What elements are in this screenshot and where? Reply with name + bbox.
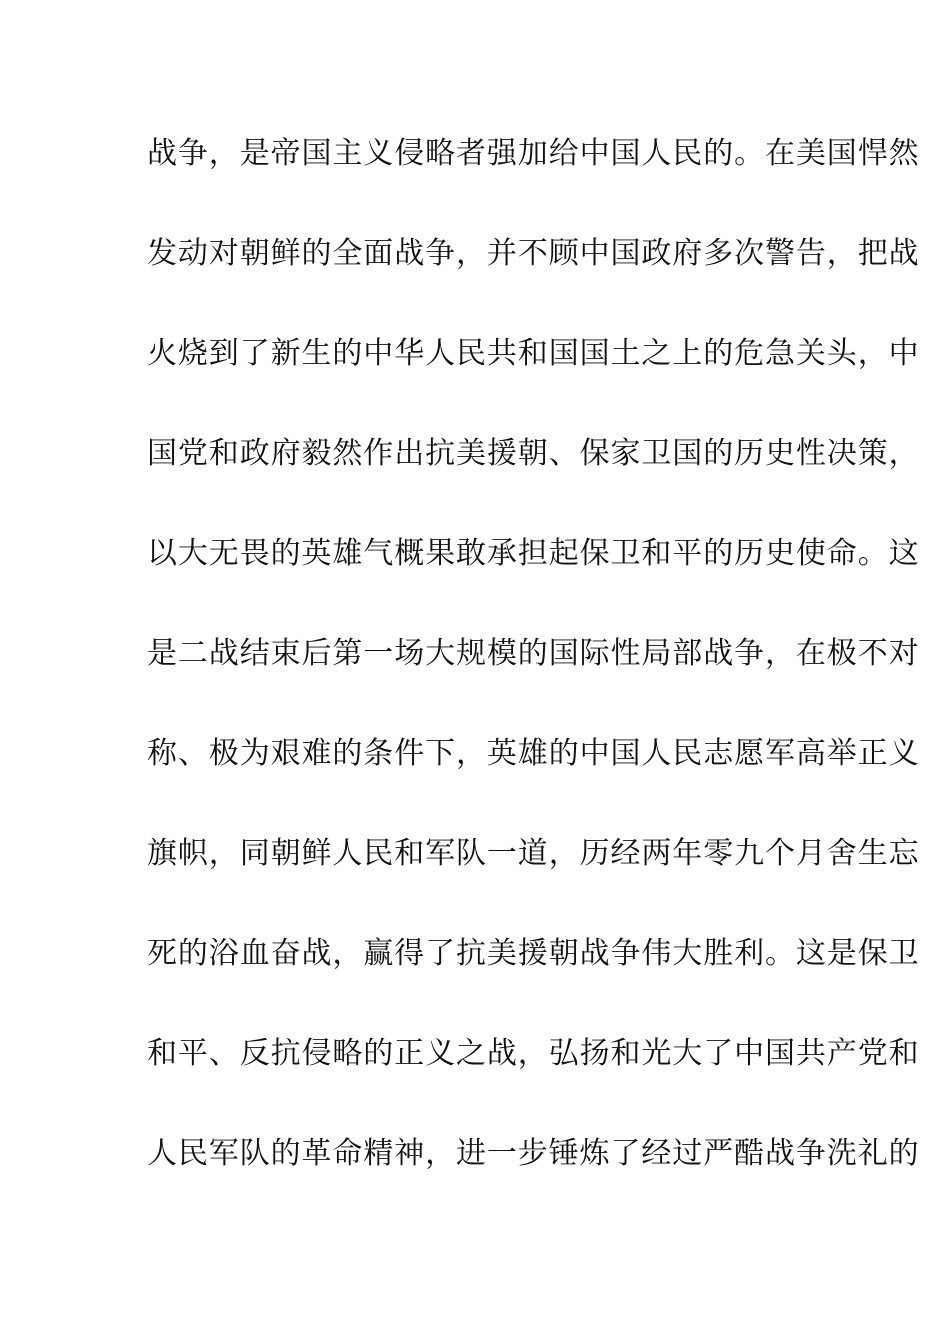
text-line-9: 死的浴血奋战，赢得了抗美援朝战争伟大胜利。这是保卫 xyxy=(147,936,920,971)
text-line-6: 是二战结束后第一场大规模的国际性局部战争，在极不对 xyxy=(147,636,920,671)
text-line-2: 发动对朝鲜的全面战争，并不顾中国政府多次警告，把战 xyxy=(147,236,920,271)
text-line-4: 国党和政府毅然作出抗美援朝、保家卫国的历史性决策， xyxy=(147,436,920,471)
text-line-1: 战争，是帝国主义侵略者强加给中国人民的。在美国悍然 xyxy=(147,136,920,171)
text-line-8: 旗帜，同朝鲜人民和军队一道，历经两年零九个月舍生忘 xyxy=(147,836,920,871)
text-line-7: 称、极为艰难的条件下，英雄的中国人民志愿军高举正义 xyxy=(147,736,920,771)
text-line-5: 以大无畏的英雄气概果敢承担起保卫和平的历史使命。这 xyxy=(147,536,920,571)
text-line-11: 人民军队的革命精神，进一步锤炼了经过严酷战争洗礼的 xyxy=(147,1136,920,1171)
text-line-10: 和平、反抗侵略的正义之战，弘扬和光大了中国共产党和 xyxy=(147,1036,920,1071)
body-paragraph xyxy=(147,132,920,1232)
text-line-3: 火烧到了新生的中华人民共和国国土之上的危急关头，中 xyxy=(147,336,920,371)
